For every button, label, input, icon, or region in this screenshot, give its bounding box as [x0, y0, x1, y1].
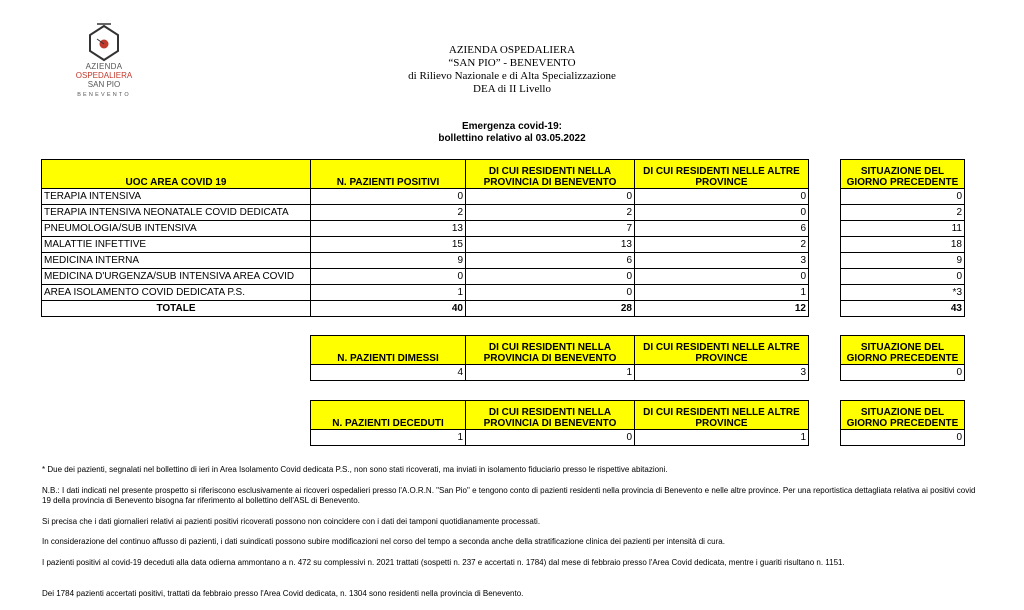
- table-row: [311, 365, 965, 381]
- note-text: In considerazione del continuo affusso di pazienti, i dati suindicati possono subire modificazioni nel corso del tempo a seconda anche della stratificazione clinica dei pazienti per intensità di cura.: [42, 537, 725, 546]
- total-row: [42, 301, 965, 317]
- header-residenti-benevento: DI CUI RESIDENTI NELLA PROVINCIA DI BENEVENTO: [466, 401, 635, 430]
- table-gap: [809, 365, 841, 381]
- table-gap: [809, 301, 841, 317]
- deceduti-header-row: [311, 401, 965, 430]
- logo-text-4: BENEVENTO: [77, 92, 131, 98]
- table-gap: [809, 189, 841, 205]
- cell-positivi: 13: [311, 221, 466, 237]
- bulletin-date: bollettino relativo al 03.05.2022: [438, 133, 586, 144]
- note-considerazione: [42, 537, 982, 547]
- table-row: [42, 189, 965, 205]
- table-row: [311, 430, 965, 446]
- header-residenti-benevento: DI CUI RESIDENTI NELLA PROVINCIA DI BENEVENTO: [466, 336, 635, 365]
- cell-altre: 2: [635, 237, 809, 253]
- note-text: N.B.: I dati indicati nel presente prospetto si riferiscono esclusivamente ai ricoveri ospedalieri presso l'A.O.R.N. "San Pio" e tengono conto di pazienti residenti nella provincia di Benevento e nelle altre province. Per una reportistica dettagliata relativa ai positivi covid 19 della provincia di Benevento bisogna far riferimento al bollettino dell'ASL di Benevento.: [42, 486, 976, 505]
- table-gap: [809, 430, 841, 446]
- cell-precedente: 0: [841, 189, 965, 205]
- logo-text-2: OSPEDALIERA: [75, 71, 133, 80]
- main-covid-table: [41, 159, 965, 317]
- total-precedente: 43: [841, 301, 965, 317]
- total-benevento: 28: [466, 301, 635, 317]
- note-text: Dei 1784 pazienti accertati positivi, trattati da febbraio presso l'Area Covid dedicata, n. 1304 sono residenti nella provincia di Benevento.: [42, 589, 524, 598]
- row-label: PNEUMOLOGIA/SUB INTENSIVA: [42, 221, 311, 237]
- cell-precedente: 2: [841, 205, 965, 221]
- deceduti-table: [310, 400, 965, 446]
- cell-precedente: 9: [841, 253, 965, 269]
- table-gap: [809, 336, 841, 365]
- cell-altre: 1: [635, 285, 809, 301]
- bulletin-title: [0, 121, 1024, 145]
- note-deceduti: [42, 558, 982, 568]
- cell-benevento: 0: [466, 430, 635, 446]
- header-residenti-altre: DI CUI RESIDENTI NELLE ALTRE PROVINCE: [635, 401, 809, 430]
- header-giorno-precedente: SITUAZIONE DEL GIORNO PRECEDENTE: [841, 401, 965, 430]
- total-label: TOTALE: [42, 301, 311, 317]
- header-line-4: DEA di II Livello: [473, 83, 551, 95]
- header-uoc: UOC AREA COVID 19: [42, 160, 311, 189]
- cell-benevento: 6: [466, 253, 635, 269]
- header-giorno-precedente: SITUAZIONE DEL GIORNO PRECEDENTE: [841, 336, 965, 365]
- cell-positivi: 0: [311, 189, 466, 205]
- table-gap: [809, 237, 841, 253]
- row-label: MEDICINA INTERNA: [42, 253, 311, 269]
- cell-precedente: 11: [841, 221, 965, 237]
- table-row: [42, 221, 965, 237]
- row-label: MALATTIE INFETTIVE: [42, 237, 311, 253]
- header-line-3: di Rilievo Nazionale e di Alta Specializzazione: [408, 70, 616, 82]
- header-deceduti: N. PAZIENTI DECEDUTI: [311, 401, 466, 430]
- cell-benevento: 0: [466, 189, 635, 205]
- footnote-asterisk: [42, 465, 982, 475]
- cell-precedente: 0: [841, 269, 965, 285]
- header-positivi: N. PAZIENTI POSITIVI: [311, 160, 466, 189]
- note-precisazione: [42, 517, 982, 527]
- table-row: [42, 237, 965, 253]
- cell-positivi: 1: [311, 285, 466, 301]
- row-label: TERAPIA INTENSIVA: [42, 189, 311, 205]
- cell-altre: 3: [635, 253, 809, 269]
- cell-altre: 3: [635, 365, 809, 381]
- header-dimessi: N. PAZIENTI DIMESSI: [311, 336, 466, 365]
- header-residenti-altre: DI CUI RESIDENTI NELLE ALTRE PROVINCE: [635, 160, 809, 189]
- note-nb: [42, 486, 982, 506]
- table-gap: [809, 285, 841, 301]
- table-gap: [809, 269, 841, 285]
- cell-dimessi: 4: [311, 365, 466, 381]
- table-row: [42, 205, 965, 221]
- cell-benevento: 13: [466, 237, 635, 253]
- cell-altre: 0: [635, 205, 809, 221]
- cell-positivi: 15: [311, 237, 466, 253]
- cell-positivi: 9: [311, 253, 466, 269]
- cell-positivi: 0: [311, 269, 466, 285]
- dimessi-header-row: [311, 336, 965, 365]
- table-gap: [809, 160, 841, 189]
- cell-benevento: 0: [466, 285, 635, 301]
- header-hospital-name: “SAN PIO” - BENEVENTO: [448, 57, 576, 69]
- cell-benevento: 2: [466, 205, 635, 221]
- total-positivi: 40: [311, 301, 466, 317]
- row-label: TERAPIA INTENSIVA NEONATALE COVID DEDICATA: [42, 205, 311, 221]
- note-text: * Due dei pazienti, segnalati nel bollettino di ieri in Area Isolamento Covid dedicata P.S., non sono stati ricoverati, ma inviati in isolamento fiduciario presso le rispettive abitazioni.: [42, 465, 668, 474]
- table-gap: [809, 253, 841, 269]
- total-altre: 12: [635, 301, 809, 317]
- row-label: MEDICINA D'URGENZA/SUB INTENSIVA AREA COVID: [42, 269, 311, 285]
- cell-deceduti: 1: [311, 430, 466, 446]
- row-label: AREA ISOLAMENTO COVID DEDICATA P.S.: [42, 285, 311, 301]
- table-gap: [809, 205, 841, 221]
- table-row: [42, 253, 965, 269]
- cell-benevento: 1: [466, 365, 635, 381]
- cell-precedente: 0: [841, 430, 965, 446]
- logo-text-1: AZIENDA: [85, 62, 123, 71]
- header-residenti-altre: DI CUI RESIDENTI NELLE ALTRE PROVINCE: [635, 336, 809, 365]
- cell-altre: 6: [635, 221, 809, 237]
- note-text: I pazienti positivi al covid-19 deceduti alla data odierna ammontano a n. 472 su complessivi n. 2021 trattati (sospetti n. 237 e accertati n. 1784) dal mese di febbraio presso l'Area Covid dedicata, mentre i guariti risultano n. 1151.: [42, 558, 845, 567]
- bulletin-title-line1: Emergenza covid-19:: [461, 121, 563, 132]
- note-text: Si precisa che i dati giornalieri relativi ai pazienti positivi ricoverati possono non coincidere con i dati dei tamponi quotidianamente processati.: [42, 517, 541, 526]
- table-gap: [809, 401, 841, 430]
- note-accertati: [42, 589, 982, 599]
- cell-positivi: 2: [311, 205, 466, 221]
- hospital-logo-icon: [87, 22, 121, 62]
- cell-altre: 0: [635, 269, 809, 285]
- cell-altre: 1: [635, 430, 809, 446]
- cell-precedente: *3: [841, 285, 965, 301]
- cell-precedente: 0: [841, 365, 965, 381]
- header-giorno-precedente: SITUAZIONE DEL GIORNO PRECEDENTE: [841, 160, 965, 189]
- dimessi-table: [310, 335, 965, 381]
- table-gap: [809, 221, 841, 237]
- header-title: AZIENDA OSPEDALIERA: [448, 44, 576, 56]
- cell-benevento: 0: [466, 269, 635, 285]
- cell-precedente: 18: [841, 237, 965, 253]
- main-table-header-row: [42, 160, 965, 189]
- cell-altre: 0: [635, 189, 809, 205]
- table-row: [42, 269, 965, 285]
- cell-benevento: 7: [466, 221, 635, 237]
- table-row: [42, 285, 965, 301]
- header-residenti-benevento: DI CUI RESIDENTI NELLA PROVINCIA DI BENEVENTO: [466, 160, 635, 189]
- logo-text-3: SAN PIO: [87, 80, 121, 89]
